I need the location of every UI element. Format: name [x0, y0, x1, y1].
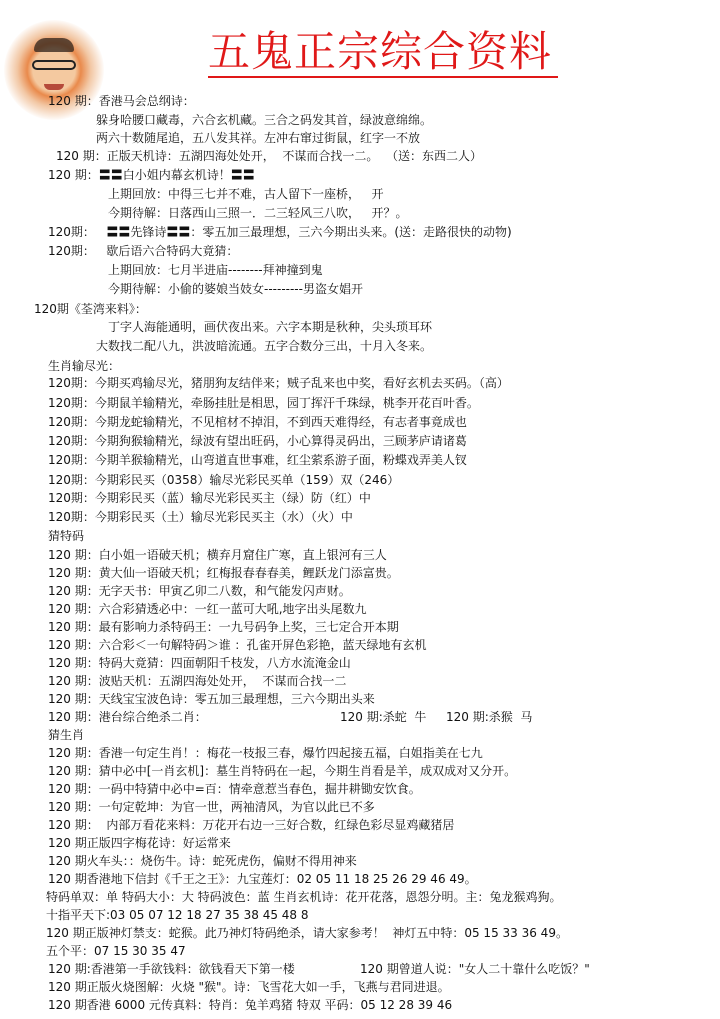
text-line: 今期待解：小偷的婆娘当妓女---------男盗女娼开 — [108, 282, 363, 296]
avatar-mouth — [44, 84, 64, 90]
text-line: 120 期：港台综合绝杀二肖： — [48, 710, 207, 724]
text-line: 120 期：正版天机诗：五湖四海处处开， 不谋而合找一二。 （送：东西二人） — [56, 149, 482, 163]
avatar-glasses — [32, 60, 76, 70]
text-line: 两六十数随尾追，五八发其祥。左冲右窜过街鼠，红字一不放 — [96, 131, 421, 145]
text-line: 120期：今期买鸡输尽光，猪朋狗友结伴来；贼子乱来也中奖，看好玄机去买码。（高） — [48, 376, 509, 390]
text-line: 120期： 歇后语六合特码大竟猜： — [48, 244, 239, 258]
text-line: 丁字人海能通明，画伏夜出来。六字本期是秋种，尖头琐耳环 — [108, 320, 433, 334]
text-line: 120 期曾道人说："女人二十靠什么吃饭？" — [360, 962, 590, 976]
text-line: 120 期：波贴天机：五湖四海处处开， 不谋而合找一二 — [48, 674, 347, 688]
text-line: 120 期：一码中特猜中必中=百：情牵意惹当春色，掘井耕锄安饮食。 — [48, 782, 421, 796]
text-line: 120 期：香港马会总纲诗： — [48, 94, 195, 108]
text-line: 120 期：〓〓白小姐内幕玄机诗！〓〓 — [48, 168, 255, 182]
text-line: 猜生肖 — [48, 728, 85, 742]
text-line: 120 期：香港一句定生肖！：梅花一枝报三春，爆竹四起接五福，白姐指美在七九 — [48, 746, 483, 760]
text-line: 120 期:杀猴 马 — [446, 710, 533, 724]
page-title: 五鬼正宗综合资料 — [208, 27, 553, 76]
text-line: 120 期香港 6000 元传真料：特肖：兔羊鸡猪 特双 平码：05 12 28 39 46 — [48, 998, 453, 1012]
text-line: 120期：今期彩民买（蓝）输尽光彩民买主（绿）防（红）中 — [48, 491, 371, 505]
avatar-hair — [34, 38, 74, 52]
text-line: 上期回放：中得三七并不难，古人留下一座桥， 开 — [108, 187, 384, 201]
title-underline — [208, 76, 558, 78]
text-line: 120期《荃湾来料》： — [34, 302, 147, 316]
text-line: 120 期：最有影响力杀特码王：一九号码争上奖，三七定合开本期 — [48, 620, 399, 634]
text-line: 120 期：六合彩＜一句解特码＞谁 ：孔雀开屏色彩艳，蓝天绿地有玄机 — [48, 638, 427, 652]
text-line: 十指平天下:03 05 07 12 18 27 35 38 45 48 8 — [46, 908, 309, 922]
text-line: 生肖输尽光： — [48, 359, 121, 373]
text-line: 120 期：白小姐一语破天机；横弃月窟住广寒，直上银河有三人 — [48, 548, 387, 562]
text-line: 120 期：天线宝宝波色诗：零五加三最理想，三六今期出头来 — [48, 692, 375, 706]
text-line: 120 期：黄大仙一语破天机；红梅报春春春美，鲤跃龙门添富贵。 — [48, 566, 399, 580]
text-line: 120 期：六合彩猜透必中：一红一蓝可大吼,地字出头尾数九 — [48, 602, 367, 616]
text-line: 120期：今期龙蛇输精光，不见棺材不掉泪，不到西天难得经，有志者事竟成也 — [48, 415, 467, 429]
text-line: 今期待解：日落西山三照一．二三轻风三八吹， 开？。 — [108, 206, 408, 220]
text-line: 120 期：无字天书：甲寅乙卯二八数，和气能发闪声财。 — [48, 584, 351, 598]
text-line: 120 期香港地下信封《千王之王》：九宝莲灯：02 05 11 18 25 26 29 46 49。 — [48, 872, 477, 886]
text-line: 大数找二配八九，洪波暗流通。五字合数分三出，十月入冬来。 — [96, 339, 433, 353]
text-line: 120 期：特码大竟猜：四面朝阳千枝发，八方水流淹金山 — [48, 656, 351, 670]
text-line: 120期：今期鼠羊输精光，牵肠挂肚是相思，园丁挥汗千珠绿，桃李开花百叶香。 — [48, 396, 479, 410]
text-line: 猜特码 — [48, 529, 85, 543]
text-line: 120 期：猜中必中[一肖玄机]：墓生肖特码在一起，今期生肖看是羊，成双成对又分开。 — [48, 764, 517, 778]
text-line: 120期：今期羊猴输精光，山弯道直世事难，红尘萦系游子面，粉蝶戏弄美人钗 — [48, 453, 467, 467]
text-line: 120期：今期彩民买（0358）输尽光彩民买单（159）双（246） — [48, 473, 400, 487]
text-line: 120期：今期狗猴输精光，绿波有望出旺码，小心算得灵码出，三顾茅庐请诸葛 — [48, 434, 467, 448]
text-line: 上期回放：七月半进庙--------拜神撞到鬼 — [108, 263, 323, 277]
text-line: 120 期： 内部万看花来料：万花开右边一三好合数，红绿色彩尽显鸡藏猪居 — [48, 818, 455, 832]
text-line: 120 期火车头：：烧伤牛。诗：蛇死虎伤，偏财不得用神来 — [48, 854, 357, 868]
text-line: 120 期:香港第一手欲钱料：欲钱看天下第一楼 — [48, 962, 295, 976]
text-line: 120期： 〓〓先锋诗〓〓：零五加三最理想，三六今期出头来。(送：走路很快的动物) — [48, 225, 512, 239]
text-line: 躲身哈腰口藏毒，六合玄机藏。三合之码发其首，绿波意绵绵。 — [96, 113, 433, 127]
text-line: 120 期正版四字梅花诗：好运常来 — [48, 836, 231, 850]
text-line: 五个平：07 15 30 35 47 — [46, 944, 186, 958]
text-line: 120 期:杀蛇 牛 — [340, 710, 427, 724]
text-line: 特码单双：单 特码大小：大 特码波色：蓝 生肖玄机诗：花开花落，恩怨分明。主：兔龙猴鸡狗。 — [46, 890, 562, 904]
text-line: 120期：今期彩民买（土）输尽光彩民买主（水）（火）中 — [48, 510, 353, 524]
text-line: 120 期正版火烧图解：火烧 "猴"。诗：飞雪花大如一手，飞燕与君同进退。 — [48, 980, 450, 994]
text-line: 120 期：一句定乾坤：为官一世，两袖清风，为官以此已不多 — [48, 800, 375, 814]
text-line: 120 期正版神灯禁支：蛇猴。此乃神灯特码绝杀，请大家参考！ 神灯五中特：05 15 33 36 49。 — [46, 926, 568, 940]
